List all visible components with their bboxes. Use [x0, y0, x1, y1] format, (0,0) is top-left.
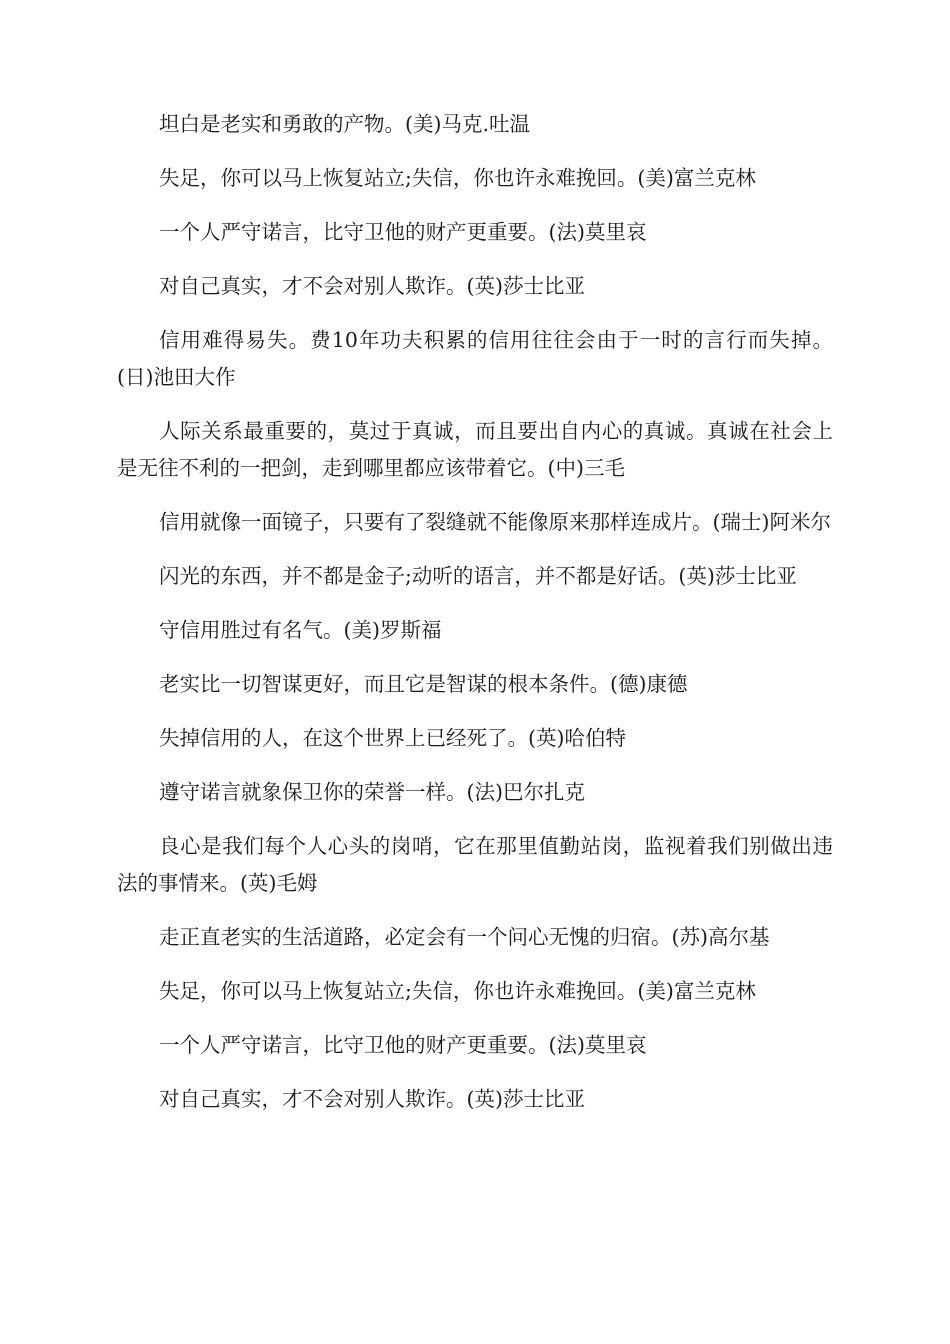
quote-paragraph: 人际关系最重要的，莫过于真诚，而且要出自内心的真诚。真诚在社会上是无往不利的一把剑，走到哪里都应该带着它。(中)三毛	[117, 419, 833, 480]
quote-paragraph: 对自己真实，才不会对别人欺诈。(英)莎士比亚	[159, 1087, 585, 1111]
quote-paragraph: 守信用胜过有名气。(美)罗斯福	[159, 618, 442, 642]
quote-paragraph: 老实比一切智谋更好，而且它是智谋的根本条件。(德)康德	[159, 672, 688, 696]
quote-list	[117, 106, 833, 1135]
quote-paragraph: 失足，你可以马上恢复站立;失信，你也许永难挽回。(美)富兰克林	[159, 166, 756, 190]
quote-paragraph: 一个人严守诺言，比守卫他的财产更重要。(法)莫里哀	[159, 1033, 647, 1057]
quote-paragraph: 坦白是老实和勇敢的产物。(美)马克.吐温	[159, 112, 531, 136]
quote-paragraph: 对自己真实，才不会对别人欺诈。(英)莎士比亚	[159, 274, 585, 298]
quote-paragraph: 信用难得易失。费10年功夫积累的信用往往会由于一时的言行而失掉。(日)池田大作	[117, 328, 833, 389]
quote-paragraph: 失足，你可以马上恢复站立;失信，你也许永难挽回。(美)富兰克林	[159, 979, 756, 1003]
quote-paragraph: 走正直老实的生活道路，必定会有一个问心无愧的归宿。(苏)高尔基	[159, 925, 770, 949]
quote-paragraph: 一个人严守诺言，比守卫他的财产更重要。(法)莫里哀	[159, 220, 647, 244]
quote-paragraph: 遵守诺言就象保卫你的荣誉一样。(法)巴尔扎克	[159, 780, 585, 804]
quote-paragraph: 良心是我们每个人心头的岗哨，它在那里值勤站岗，监视着我们别做出违法的事情来。(英)毛姆	[117, 834, 833, 895]
quote-paragraph: 失掉信用的人，在这个世界上已经死了。(英)哈伯特	[159, 726, 626, 750]
quote-paragraph: 信用就像一面镜子，只要有了裂缝就不能像原来那样连成片。(瑞士)阿米尔	[159, 510, 831, 534]
quote-paragraph: 闪光的东西，并不都是金子;动听的语言，并不都是好话。(英)莎士比亚	[159, 564, 797, 588]
